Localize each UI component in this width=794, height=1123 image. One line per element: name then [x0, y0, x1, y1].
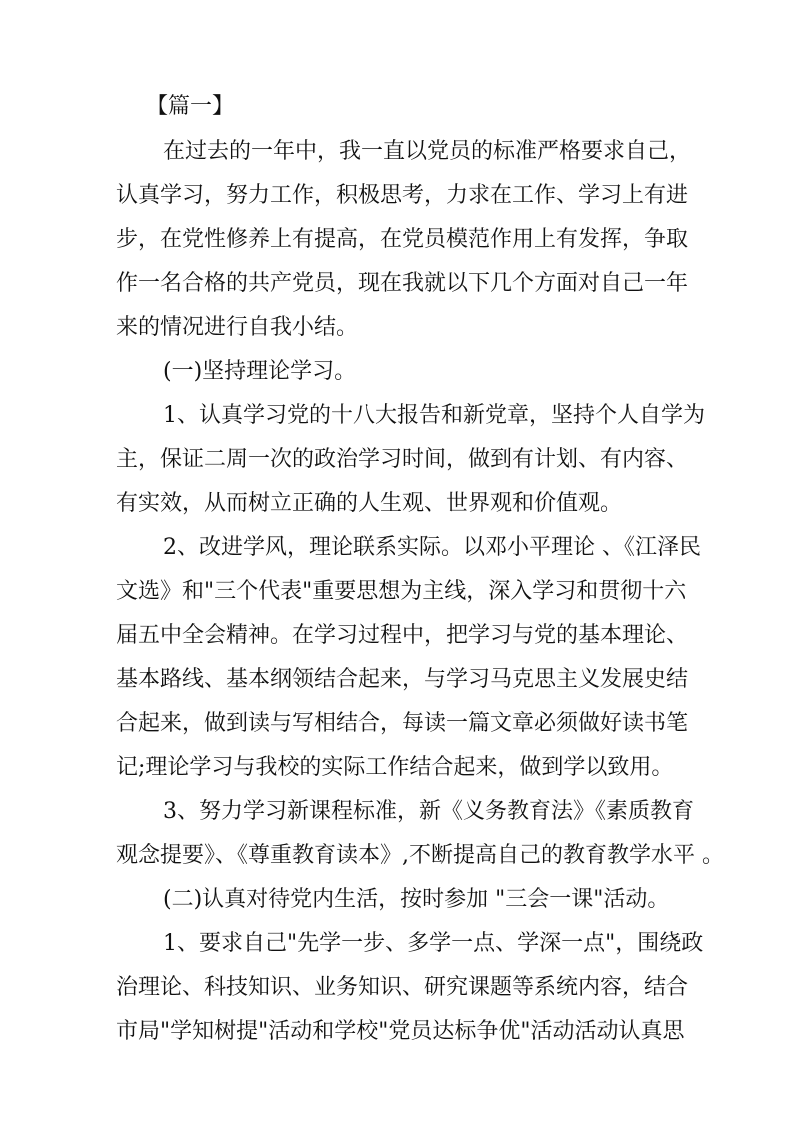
text-line: 届五中全会精神。在学习过程中，把学习与党的基本理论、: [116, 623, 689, 648]
text-line: 作一名合格的共产党员，现在我就以下几个方面对自己一年: [116, 271, 689, 296]
text-line: 观念提要》、《尊重教育读本》,不断提高自己的教育教学水平 。: [116, 843, 724, 868]
text-line: 2、改进学风，理论联系实际。以邓小平理论 、《江泽民: [163, 535, 701, 560]
text-line: 合起来，做到读与写相结合，每读一篇文章必须做好读书笔: [116, 711, 689, 736]
text-line: 来的情况进行自我小结。: [116, 315, 359, 340]
text-line: 步，在党性修养上有提高，在党员模范作用上有发挥，争取: [116, 227, 689, 252]
text-line: 主，保证二周一次的政治学习时间，做到有计划、有内容、: [116, 447, 689, 472]
text-line: 文选》和"三个代表"重要思想为主线，深入学习和贯彻十六: [116, 579, 687, 604]
text-line: 市局"学知树提"活动和学校"党员达标争优"活动活动认真思: [116, 1019, 685, 1044]
text-line: 认真学习，努力工作，积极思考，力求在工作、学习上有进: [116, 183, 689, 208]
text-line: 记;理论学习与我校的实际工作结合起来，做到学以致用。: [116, 755, 674, 780]
subsection-heading: (二)认真对待党内生活，按时参加 "三会一课"活动。: [163, 887, 670, 912]
section-heading: 【篇一】: [146, 94, 235, 119]
text-line: 治理论、科技知识、业务知识、研究课题等系统内容，结合: [116, 975, 689, 1000]
subsection-heading: (一)坚持理论学习。: [163, 359, 357, 384]
text-line: 在过去的一年中，我一直以党员的标准严格要求自己，: [163, 139, 692, 164]
text-line: 1、认真学习党的十八大报告和新党章，坚持个人自学为: [163, 403, 705, 428]
text-line: 1、要求自己"先学一步、多学一点、学深一点"，围绕政: [163, 931, 704, 956]
text-line: 有实效，从而树立正确的人生观、世界观和价值观。: [116, 491, 623, 516]
text-line: 基本路线、基本纲领结合起来，与学习马克思主义发展史结: [116, 667, 689, 692]
text-line: 3、努力学习新课程标准，新《义务教育法》《素质教育: [163, 799, 694, 824]
